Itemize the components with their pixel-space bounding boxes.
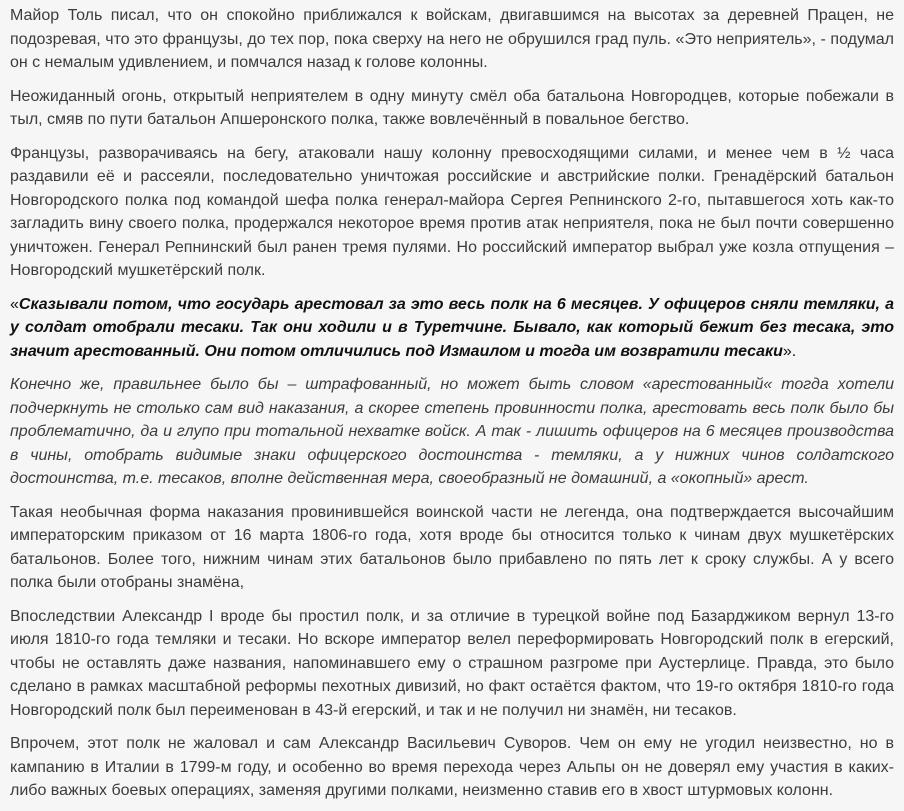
paragraph-tol-report: Майор Толь писал, что он спокойно приближался к войскам, двигавшимся на высотах за деревней Працен, не подозревая, что это французы, до тех пор, пока сверху на него не обрушился град пуль. «Это неприятель», - подумал он с немалым удивлением, и помчался назад к голове колонны. bbox=[10, 7, 894, 71]
paragraph-reformation: Впоследствии Александр I вроде бы простил полк, и за отличие в турецкой войне под Базарджиком вернул 13-го июля 1810-го года темляки и тесаки. Но вскоре император велел переформировать Новгородский полк в егерский, чтобы не оставлять даже названия, напоминавшего ему о страшном разгроме при Аустерлице. Правда, это было сделано в рамках масштабной реформы пехотных дивизий, но факт остаётся фактом, что 19-го октября 1810-го года Новгородский полк был переименован в 43-й егерский, и так и не получил ни знамён, ни тесаков. bbox=[10, 607, 894, 719]
quote-paragraph bbox=[10, 293, 894, 364]
paragraph-novgorod-rout: Неожиданный огонь, открытый неприятелем в одну минуту смёл оба батальона Новгородцев, которые побежали в тыл, смяв по пути батальон Апшеронского полка, также вовлечённый в повальное бегство. bbox=[10, 87, 894, 128]
paragraph-imperial-order: Такая необычная форма наказания провинившейся воинской части не легенда, она подтверждается высочайшим императорским приказом от 16 марта 1806-го года, хотя вроде бы относится только к чинам двух мушкетёрских батальонов. Более того, нижним чинам этих батальонов было прибавлено по пять лет к сроку службы. А у всего полка были отобраны знамёна, bbox=[10, 503, 894, 591]
paragraph-french-attack: Французы, разворачиваясь на бегу, атаковали нашу колонну превосходящими силами, и менее чем в ½ часа раздавили её и рассеяли, последовательно уничтожая российские и австрийские полки. Гренадёрский батальон Новгородского полка под командой шефа полка генерал-майора Сергея Репнинского 2-го, пытавшегося хоть как-то загладить вину своего полка, продержался некоторое время против атак неприятеля, пока не был почти совершенно уничтожен. Генерал Репнинский был ранен тремя пулями. Но российский император выбрал уже козла отпущения – Новгородский мушкетёрский полк. bbox=[10, 144, 894, 279]
paragraph-commentary: Конечно же, правильнее было бы – штрафованный, но может быть словом «арестованный« тогда хотели подчеркнуть не столько сам вид наказания, а скорее степень провинности полка, арестовать весь полк было бы проблематично, да и глупо при тотальной нехватке войск. А так - лишить офицеров на 6 месяцев производства в чины, отобрать видимые знаки офицерского достоинства - темляки, а у нижних чинов солдатского достоинства, т.е. тесаков, вполне действенная мера, своеобразный не домашний, а «окопный» арест. bbox=[10, 376, 894, 487]
quote-open-mark: « bbox=[10, 295, 19, 313]
quote-close-mark: ». bbox=[782, 342, 797, 360]
paragraph-suvorov: Впрочем, этот полк не жаловал и сам Александр Васильевич Суворов. Чем он ему не угодил неизвестно, но в кампанию в Италии в 1799-м году, и особенно во время перехода через Альпы он не доверял ему участия в каких-либо важных боевых операциях, заменяя другими полками, неизменно ставив его в хвост штурмовых колонн. bbox=[10, 735, 894, 799]
quote-text: Сказывали потом, что государь арестовал за это весь полк на 6 месяцев. У офицеров сняли темляки, а у солдат отобрали тесаки. Так они ходили и в Туретчине. Бывало, как который бежит без тесака, это значит арестованный. Они потом отличились под Измаилом и тогда им возвратили тесаки bbox=[10, 295, 894, 360]
